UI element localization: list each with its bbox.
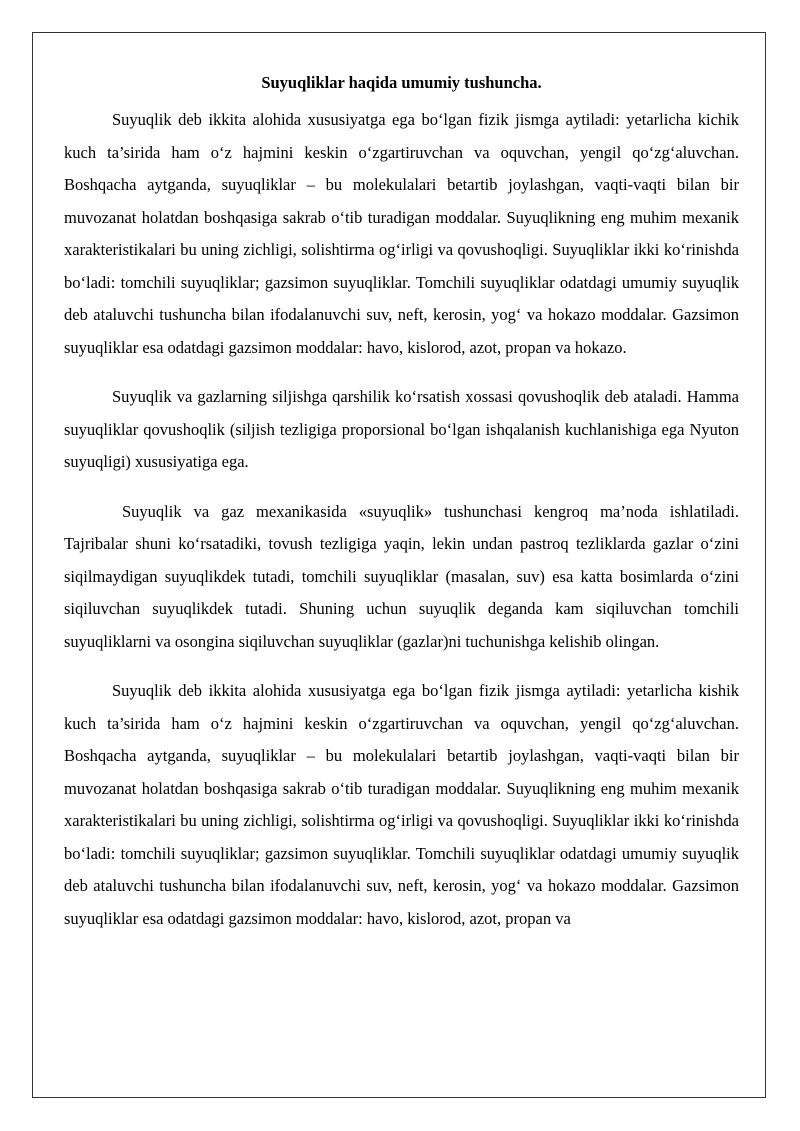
document-title: Suyuqliklar haqida umumiy tushuncha.	[261, 73, 542, 92]
paragraph-definition: Suyuqlik deb ikkita alohida xususiyatga ega bo‘lgan fizik jismga aytiladi: yetarlicha kichik kuch ta’sirida ham o‘z hajmini keskin o‘zgartiruvchan va oquvchan, yengil qo‘zg‘aluvchan. Boshqacha aytganda, suyuqliklar – bu molekulalari betartib joylashgan, vaqti-vaqti bilan bir muvozanat holatdan boshqasiga sakrab o‘tib turadigan moddalar. Suyuqlikning eng muhim mexanik xarakteristikalari bu uning zichligi, solishtirma og‘irligi va qovushoqligi. Suyuqliklar ikki ko‘rinishda bo‘ladi: tomchili suyuqliklar; gazsimon suyuqliklar. Tomchili suyuqliklar odatdagi umumiy suyuqlik deb ataluvchi tushuncha bilan ifodalanuvchi suv, neft, kerosin, yog‘ va hokazo moddalar. Gazsimon suyuqliklar esa odatdagi gazsimon moddalar: havo, kislorod, azot, propan va hokazo.	[64, 110, 739, 357]
paragraph-fluid-mechanics: Suyuqlik va gaz mexanikasida «suyuqlik» tushunchasi kengroq ma’noda ishlatiladi. Tajribalar shuni ko‘rsatadiki, tovush tezligiga yaqin, lekin undan pastroq tezliklarda gazlar o‘zini siqilmaydigan suyuqlikdek tutadi, tomchili suyuqliklar (masalan, suv) esa katta bosimlarda o‘zini siqiluvchan suyuqlikdek tutadi. Shuning uchun suyuqlik deganda kam siqiluvchan tomchili suyuqliklarni va osongina siqiluvchan suyuqliklar (gazlar)ni tuchunishga kelishib olingan.	[64, 501, 739, 651]
document-body	[64, 72, 739, 952]
document-page	[32, 32, 766, 1098]
paragraph-viscosity: Suyuqlik va gazlarning siljishga qarshilik ko‘rsatish xossasi qovushoqlik deb ataladi. Hamma suyuqliklar qovushoqlik (siljish tezligiga proporsional bo‘lgan ishqalanish kuchlanishiga ega Nyuton suyuqligi) xususiyatiga ega.	[64, 387, 739, 471]
paragraph-definition-repeat: Suyuqlik deb ikkita alohida xususiyatga ega bo‘lgan fizik jismga aytiladi: yetarlicha kishik kuch ta’sirida ham o‘z hajmini keskin o‘zgartiruvchan va oquvchan, yengil qo‘zg‘aluvchan. Boshqacha aytganda, suyuqliklar – bu molekulalari betartib joylashgan, vaqti-vaqti bilan bir muvozanat holatdan boshqasiga sakrab o‘tib turadigan moddalar. Suyuqlikning eng muhim mexanik xarakteristikalari bu uning zichligi, solishtirma og‘irligi va qovushoqligi. Suyuqliklar ikki ko‘rinishda bo‘ladi: tomchili suyuqliklar; gazsimon suyuqliklar. Tomchili suyuqliklar odatdagi umumiy suyuqlik deb ataluvchi tushuncha bilan ifodalanuvchi suv, neft, kerosin, yog‘ va hokazo moddalar. Gazsimon suyuqliklar esa odatdagi gazsimon moddalar: havo, kislorod, azot, propan va	[64, 681, 739, 928]
